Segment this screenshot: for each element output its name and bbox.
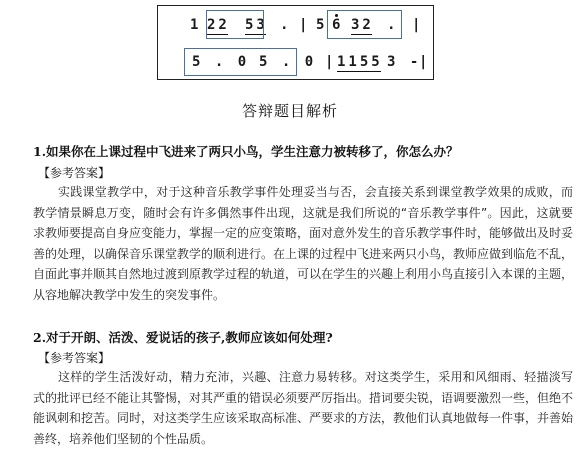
note-group xyxy=(316,12,327,38)
dot-glyph: . xyxy=(280,17,292,33)
highlight-box xyxy=(184,48,297,76)
barline xyxy=(412,12,423,38)
barline xyxy=(299,12,310,38)
note-group-underlined: 1155 xyxy=(337,54,383,70)
note: 5 xyxy=(316,17,328,33)
barline-glyph: | xyxy=(299,17,311,33)
note-pair: 53 xyxy=(245,17,268,33)
barline-glyph: | xyxy=(412,17,424,33)
barline xyxy=(419,49,430,75)
dot-glyph: . xyxy=(387,17,399,33)
answer-2-text: 这样的学生活泼好动，精力充沛，兴趣、注意力易转移。对这类学生，采用和风细雨、轻描淡写式的批评已经不能让其警惕，对其严重的错误必须要严厉指出。措词要尖锐，语调要激烈一些，但绝不能讽刺和挖苦。同时，对这类学生应该采取高标准、严要求的方法，教他们认真地做每一件事，并善始善终，培养他们坚韧的个性品质。 xyxy=(33,370,574,446)
reference-answer-label-2: 【参考答案】 xyxy=(38,351,111,365)
notation-score-box xyxy=(157,5,434,80)
answer-1 xyxy=(33,182,573,305)
page-title: 答辩题目解析 xyxy=(241,102,338,120)
highlight-box xyxy=(206,10,264,39)
barline-glyph: | xyxy=(419,54,431,70)
question-2: 2.对于开朗、活泼、爱说话的孩子,教师应该如何处理? xyxy=(33,330,333,345)
answer-1-text: 实践课堂教学中，对于这种音乐教学事件处理妥当与否，会直接关系到课堂教学效果的成败，而教学情景瞬息万变，随时会有许多偶然事件出现，这就是我们所说的“音乐教学事件”。因此，这就要求教师要提高自身应变能力，掌握一定的应变策略，面对意外发生的音乐教学事件时，能够做出及时妥善的处理，以确保音乐课堂教学的顺利进行。在上课的过程中飞进来两只小鸟，教师应做到临危不乱，自面此事并顺其自然地过渡到原教学过程的轨道，可以在学生的兴趣上利用小鸟直接引入本课的主题，从容地解决教学中发生的突发事件。 xyxy=(33,185,574,302)
note: 5 . 0 xyxy=(259,54,317,70)
highlight-box xyxy=(327,10,402,39)
note-group xyxy=(387,49,421,75)
note-pair: 32 xyxy=(351,17,374,33)
note-pair: 22 xyxy=(207,17,230,33)
note-high: 6 xyxy=(332,17,344,33)
note-group xyxy=(190,12,201,38)
note: 1 xyxy=(190,17,202,33)
note: 5 . 0 xyxy=(192,54,250,70)
question-1: 1.如果你在上课过程中飞进来了两只小鸟，学生注意力被转移了，你怎么办？ xyxy=(33,144,459,159)
dot xyxy=(280,12,291,38)
note-group xyxy=(337,49,383,75)
note: 3 - xyxy=(387,54,422,70)
barline-glyph: | xyxy=(325,54,337,70)
answer-2 xyxy=(33,367,573,449)
barline xyxy=(325,49,336,75)
reference-answer-label-1: 【参考答案】 xyxy=(38,166,111,180)
